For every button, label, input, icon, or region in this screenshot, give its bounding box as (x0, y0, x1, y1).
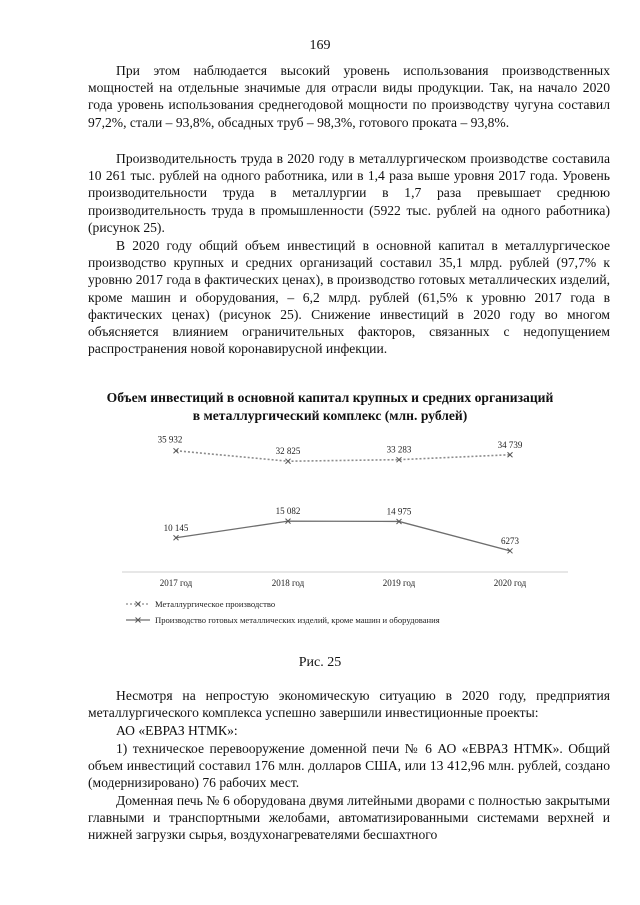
page-number: 169 (309, 38, 331, 53)
data-label: 35 932 (157, 434, 183, 445)
data-point (286, 459, 291, 464)
chart-title: Объем инвестиций в основной капитал крупных и средних организаций в металлургический комплекс (млн. рублей) (106, 390, 554, 423)
figure-caption: Рис. 25 (298, 655, 342, 670)
paragraph-investment-volume: В 2020 году общий объем инвестиций в основной капитал в металлургическое производство крупных и средних организаций составил 35,1 млрд. рублей (97,7% к уровню 2017 года в фактических ценах), в производство готовых металлических изделий, кроме машин и оборудования, – 6,2 млрд. рублей (61,5% к уровню 2017 года в фактических ценах) (рисунок 25). Снижение инвестиций в 2020 году во многом объясняется влиянием ограничительных факторов, связанных с недопущением распространения новой коронавирусной инфекции. (88, 238, 610, 357)
paragraph-blast-furnace-upgrade: 1) техническое перевооружение доменной печи № 6 АО «ЕВРАЗ НТМК». Общий объем инвестиций составил 176 млн. долларов США, или 13 412,96 млн. рублей, создано (модернизировано) 76 рабочих мест. (88, 741, 610, 791)
series-line-2 (176, 521, 510, 551)
x-tick-label: 2020 год (493, 578, 527, 588)
x-tick-label: 2017 год (159, 578, 193, 588)
x-tick-label: 2019 год (382, 578, 416, 588)
data-label: 32 825 (275, 446, 301, 457)
data-label: 33 283 (386, 444, 412, 455)
data-label: 6273 (501, 535, 519, 546)
x-tick-label: 2018 год (271, 578, 305, 588)
series-line-1 (176, 451, 510, 461)
paragraph-capacity-usage: При этом наблюдается высокий уровень использования производственных мощностей на отдельные значимые для отрасли виды продукции. Так, на начало 2020 года уровень использования среднегодовой мощности по производству чугуна составил 97,2%, стали – 93,8%, обсадных труб – 98,3%, готового проката – 93,8%. (88, 63, 610, 130)
legend-label: Производство готовых металлических изделий, кроме машин и оборудования (155, 615, 440, 625)
legend-label: Металлургическое производство (155, 599, 276, 609)
data-label: 14 975 (386, 506, 412, 517)
paragraph-labor-productivity: Производительность труда в 2020 году в металлургическом производстве составила 10 261 тыс. рублей на одного работника, или в 1,4 раза выше уровня 2017 года. Уровень производительности труда в металлургии в 1,7 раза превышает среднюю производительность труда в промышленности (5922 тыс. рублей на одного работника) (рисунок 25). (88, 151, 610, 235)
data-label: 10 145 (163, 522, 189, 533)
paragraph-projects-intro: Несмотря на непростую экономическую ситуацию в 2020 году, предприятия металлургического комплекса успешно завершили инвестиционные проекты: (88, 688, 610, 721)
paragraph-blast-furnace-description: Доменная печь № 6 оборудована двумя литейными дворами с полностью закрытыми главными и транспортными желобами, автоматизированными системами верхней и нижней загрузки сырья, воздухонагревателями бесшахтного (88, 793, 610, 843)
data-label: 34 739 (497, 439, 523, 450)
investment-line-chart (0, 432, 640, 652)
data-label: 15 082 (275, 506, 301, 517)
paragraph-company-name: АО «ЕВРАЗ НТМК»: (116, 723, 238, 738)
